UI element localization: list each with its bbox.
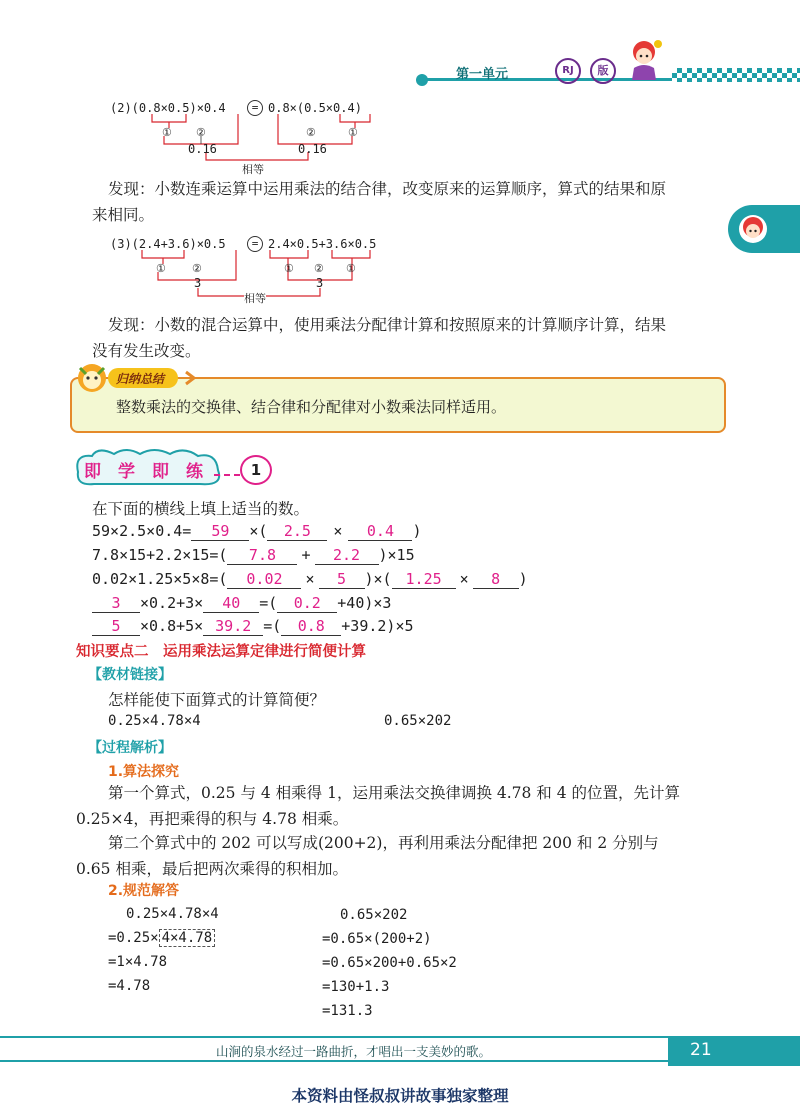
- ex2-expr-left: (2)(0.8×0.5)×0.4: [110, 101, 226, 115]
- practice-char-1: 即: [84, 462, 101, 482]
- row4-end: +40)×3: [337, 594, 392, 612]
- step1-title: 1.算法探究: [108, 764, 180, 780]
- ex3-expr-left: (3)(2.4+3.6)×0.5: [110, 237, 226, 251]
- knowledge2-title: 知识要点二 运用乘法运算定律进行简便计算: [76, 644, 366, 660]
- side-tab-mascot-icon: [736, 212, 770, 246]
- practice-row-1: [92, 522, 421, 541]
- row5-m2: =(: [263, 617, 282, 635]
- step1-para2-line2: 0.65 相乘，最后把两次乘得的积相加。: [76, 860, 348, 878]
- row1-blank-a: 59: [191, 522, 249, 541]
- ex3-circle-2b: ②: [314, 262, 324, 275]
- row4-m2: =(: [259, 594, 278, 612]
- ex2-circle-2b: ②: [306, 126, 316, 139]
- step1-para1-line1: 第一个算式，0.25 与 4 相乘得 1，运用乘法交换律调换 4.78 和 4 的位置，先计算: [108, 784, 681, 802]
- ex2-eq-text: =: [251, 101, 259, 114]
- row1-blank-c: 0.4: [348, 522, 412, 541]
- row2-blank-b: 2.2: [315, 546, 379, 565]
- summary-title: 归纳总结: [116, 372, 165, 386]
- discovery-2-line2: 没有发生改变。: [92, 342, 201, 360]
- row3-m1: ×: [305, 570, 315, 588]
- knowledge2-expr-a: 0.25×4.78×4: [108, 713, 201, 729]
- row4-blank-a: 3: [92, 594, 140, 613]
- ex2-expr-right: 0.8×(0.5×0.4): [268, 101, 362, 115]
- ex2-block: [108, 98, 408, 178]
- practice-instruction: 在下面的横线上填上适当的数。: [92, 500, 310, 518]
- solution-left: [108, 902, 219, 998]
- process-label: 【过程解析】: [88, 740, 172, 756]
- practice-number: 1: [250, 461, 262, 479]
- step1-para1-line2: 0.25×4，再把乘得的积与 4.78 相乘。: [76, 810, 349, 828]
- row1-m1: ×(: [249, 522, 268, 540]
- row2-end: )×15: [378, 546, 415, 564]
- badge-rj-label: RJ: [562, 65, 574, 76]
- row2-blank-a: 7.8: [227, 546, 297, 565]
- practice-title: [74, 452, 274, 486]
- row5-blank-b: 39.2: [203, 617, 263, 636]
- row5-m1: ×0.8+5×: [140, 617, 204, 635]
- row4-blank-b: 40: [203, 594, 259, 613]
- row5-blank-a: 5: [92, 617, 140, 636]
- unit-label: 第一单元: [456, 67, 509, 82]
- practice-number-badge: [240, 455, 272, 485]
- discovery-2: [92, 312, 732, 364]
- row3-blank-d: 8: [473, 570, 519, 589]
- badge-rj: [555, 58, 581, 84]
- row2-m1: +: [301, 546, 311, 564]
- row4-blank-c: 0.2: [277, 594, 337, 613]
- solution-right: [322, 903, 457, 1023]
- textbook-link-label: 【教材链接】: [88, 667, 172, 683]
- summary-text: 整数乘法的交换律、结合律和分配律对小数乘法同样适用。: [116, 398, 507, 416]
- row1-end: ): [412, 522, 422, 540]
- row1-prefix: 59×2.5×0.4=: [92, 522, 192, 540]
- page-number: 21: [690, 1040, 712, 1060]
- mascot-girl-icon: [618, 34, 670, 86]
- footer-teal-block: [668, 1038, 800, 1066]
- footer-bar: [0, 1036, 800, 1066]
- sol-left-l1: 0.25×4.78×4: [126, 906, 219, 922]
- credit-line: 本资料由怪叔叔讲故事独家整理: [291, 1087, 509, 1105]
- ex3-value-right: 3: [316, 276, 324, 290]
- practice-row-2: [92, 546, 415, 565]
- step1-para2: [76, 830, 736, 882]
- ex2-circle-1a: ①: [162, 126, 172, 139]
- ex2-equal-label: 相等: [242, 163, 264, 176]
- footer-stripe: [0, 1060, 668, 1062]
- discovery-1-line2: 来相同。: [92, 206, 155, 224]
- ex3-circle-2a: ②: [192, 262, 202, 275]
- sol-left-l4: =4.78: [108, 978, 151, 994]
- step1-para1: [76, 780, 736, 832]
- knowledge2-expr-b: 0.65×202: [384, 713, 452, 729]
- practice-row-3: [92, 570, 528, 589]
- row3-end: ): [518, 570, 528, 588]
- sol-right-l3: =0.65×200+0.65×2: [322, 955, 457, 971]
- summary-title-tag: [108, 368, 178, 388]
- summary-arrow-icon: [184, 370, 198, 386]
- row5-end: +39.2)×5: [341, 617, 414, 635]
- practice-char-4: 练: [186, 462, 203, 482]
- badge-ban-label: 版: [597, 64, 609, 77]
- header-dot-icon: [416, 74, 428, 86]
- ex3-eq-text: =: [251, 237, 259, 250]
- ex2-value-right: 0.16: [298, 142, 327, 156]
- ex3-circle-1b: ①: [284, 262, 294, 275]
- ex3-circle-1c: ①: [346, 262, 356, 275]
- practice-row-4: [92, 594, 391, 613]
- row4-m1: ×0.2+3×: [140, 594, 204, 612]
- sol-right-l2: =0.65×(200+2): [322, 931, 432, 947]
- practice-char-3: 即: [152, 462, 169, 482]
- step1-para2-line1: 第二个算式中的 202 可以写成(200+2)，再利用乘法分配律把 200 和 2 分别与: [108, 834, 659, 852]
- sol-left-l2-box: 4×4.78: [159, 929, 216, 947]
- row2-prefix: 7.8×15+2.2×15=(: [92, 546, 228, 564]
- ex3-equal-label: 相等: [244, 292, 266, 305]
- practice-row-5: [92, 617, 414, 636]
- ex2-value-left: 0.16: [188, 142, 217, 156]
- sol-left-l3: =1×4.78: [108, 954, 168, 970]
- sol-left-l2: [108, 926, 219, 950]
- sol-right-l1: 0.65×202: [340, 907, 408, 923]
- badge-ban: [590, 58, 616, 84]
- sol-left-l2-pre: =0.25×: [108, 930, 159, 946]
- practice-char-2: 学: [118, 462, 135, 482]
- row1-blank-b: 2.5: [267, 522, 327, 541]
- knowledge2-question: 怎样能使下面算式的计算简便？: [108, 691, 326, 709]
- row3-m3: ×: [459, 570, 469, 588]
- checker-pattern: [672, 68, 800, 82]
- row3-m2: )×(: [364, 570, 392, 588]
- footer-motto: 山涧的泉水经过一路曲折，才唱出一支美妙的歌。: [216, 1044, 492, 1059]
- ex3-expr-right: 2.4×0.5+3.6×0.5: [268, 237, 377, 251]
- sol-right-l4: =130+1.3: [322, 979, 390, 995]
- row5-blank-c: 0.8: [281, 617, 341, 636]
- ex2-circle-1b: ①: [348, 126, 358, 139]
- row3-prefix: 0.02×1.25×5×8=(: [92, 570, 228, 588]
- summary-mascot-icon: [72, 360, 112, 396]
- ex3-block: [108, 234, 408, 309]
- ex3-value-left: 3: [194, 276, 202, 290]
- ex3-circle-1a: ①: [156, 262, 166, 275]
- ex2-circle-2a: ②: [196, 126, 206, 139]
- row3-blank-b: 5: [319, 570, 365, 589]
- discovery-1-line1: 发现：小数连乘运算中运用乘法的结合律，改变原来的运算顺序，算式的结果和原: [108, 180, 667, 198]
- row3-blank-a: 0.02: [227, 570, 301, 589]
- row1-m2: ×: [333, 522, 343, 540]
- discovery-1: [92, 176, 732, 228]
- step2-title: 2.规范解答: [108, 883, 180, 899]
- row3-blank-c: 1.25: [392, 570, 456, 589]
- sol-right-l5: =131.3: [322, 1003, 373, 1019]
- discovery-2-line1: 发现：小数的混合运算中，使用乘法分配律计算和按照原来的计算顺序计算，结果: [108, 316, 667, 334]
